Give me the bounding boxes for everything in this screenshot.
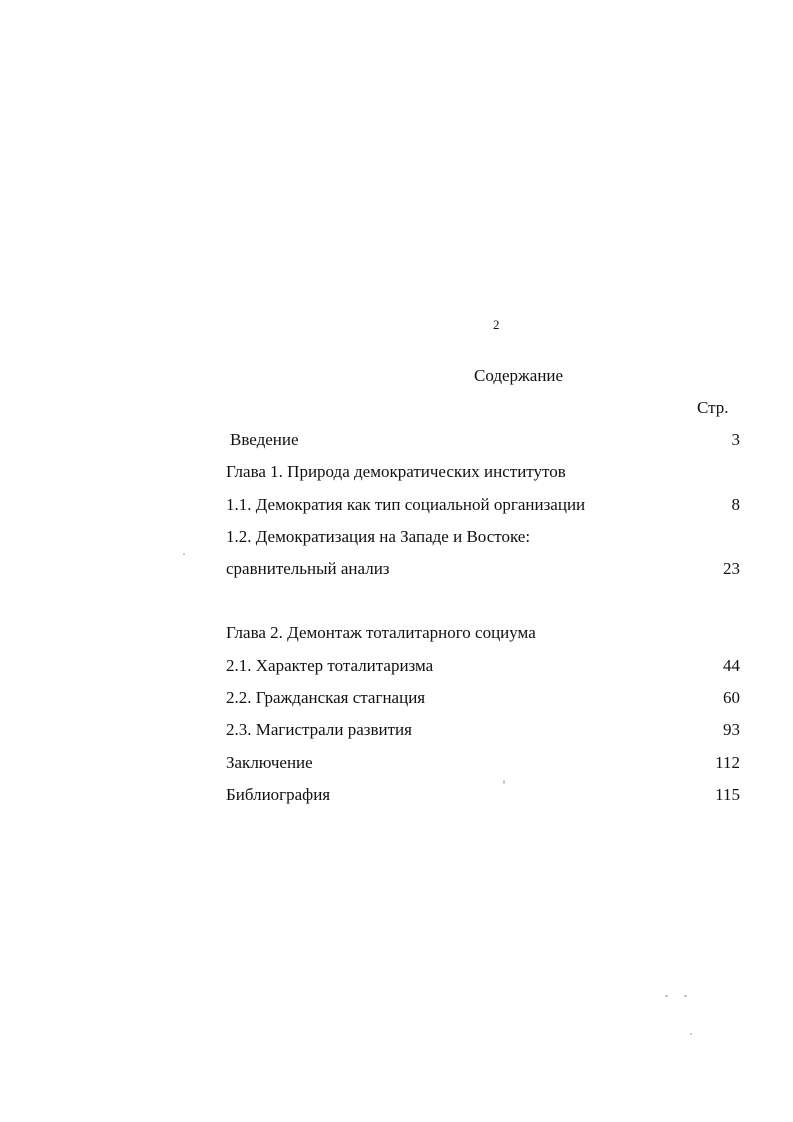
toc-entry-label: 2.2. Гражданская стагнация [226, 688, 426, 708]
toc-spacer [226, 589, 740, 621]
toc-entry-label: Библиография [226, 784, 331, 804]
toc-entry-chapter-1 [226, 460, 740, 492]
toc-entry-section-2-2 [226, 686, 740, 718]
table-of-contents [226, 428, 740, 815]
toc-entry-label: Глава 2. Демонтаж тоталитарного социума [226, 623, 536, 643]
toc-entry-label: 2.3. Магистрали развития [226, 720, 412, 740]
page-number: 2 [493, 317, 500, 332]
toc-entry-label: 1.2. Демократизация на Западе и Востоке: [226, 526, 531, 546]
toc-entry-page: 44 [723, 655, 740, 675]
toc-entry-section-2-3 [226, 718, 740, 750]
toc-entry-section-2-1 [226, 654, 740, 686]
toc-entry-page: 60 [723, 688, 740, 708]
toc-entry-section-1-2-continued [226, 557, 740, 589]
scan-speck [183, 553, 185, 555]
toc-entry-label: сравнительный анализ [226, 559, 390, 579]
scan-speck [503, 780, 505, 784]
scan-speck [684, 995, 687, 997]
toc-entry-label: 1.1. Демократия как тип социальной организации [226, 494, 586, 514]
toc-title: Содержание [474, 366, 564, 385]
toc-entry-page: 23 [723, 559, 740, 579]
toc-entry-page: 112 [715, 752, 740, 772]
toc-entry-section-1-1 [226, 493, 740, 525]
toc-entry-page: 8 [731, 494, 740, 514]
scan-speck [665, 995, 668, 997]
scan-speck [690, 1033, 692, 1035]
pages-column-header: Стр. [697, 398, 729, 417]
toc-entry-page: 115 [715, 784, 740, 804]
toc-entry-page: 93 [723, 720, 740, 740]
toc-entry-label: Глава 1. Природа демократических институтов [226, 462, 566, 482]
toc-entry-introduction [226, 428, 740, 460]
toc-entry-label: 2.1. Характер тоталитаризма [226, 655, 434, 675]
toc-entry-label: Заключение [226, 752, 313, 772]
toc-entry-page: 3 [731, 430, 740, 449]
toc-entry-conclusion [226, 751, 740, 783]
toc-entry-label: Введение [230, 430, 299, 449]
toc-entry-chapter-2 [226, 621, 740, 653]
toc-entry-section-1-2 [226, 525, 740, 557]
toc-entry-bibliography [226, 783, 740, 815]
